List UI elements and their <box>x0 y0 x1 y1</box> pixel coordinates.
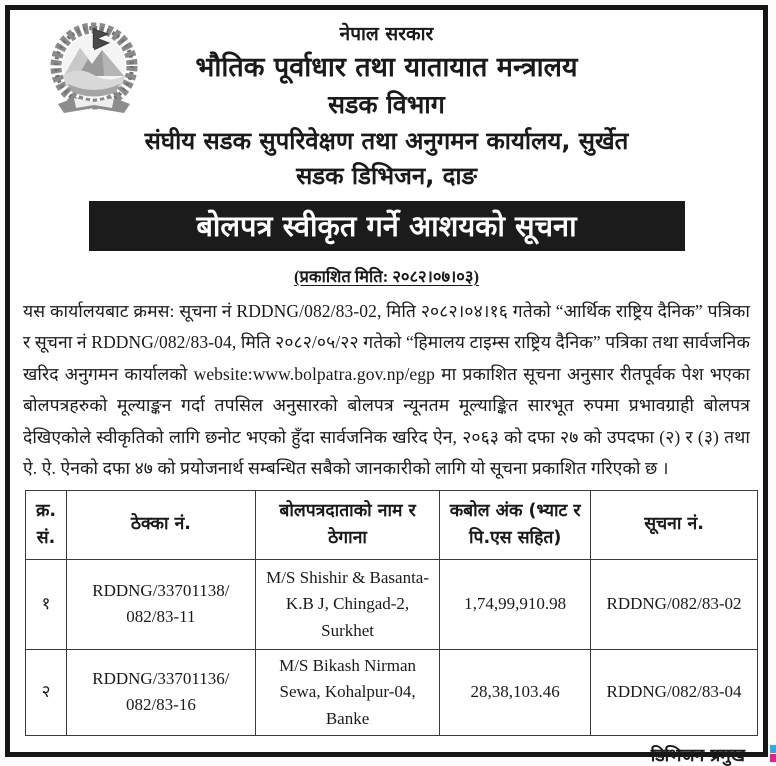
scan-artifact-cyan <box>770 745 776 753</box>
notice-title: बोलपत्र स्वीकृत गर्ने आशयको सूचना <box>196 209 577 244</box>
office-name: संघीय सडक सुपरिवेक्षण तथा अनुगमन कार्यालय, सुर्खेत <box>144 127 629 156</box>
col-header-bidder: बोलपत्रदाताको नाम र ठेगाना <box>255 490 439 559</box>
table-row <box>26 649 758 735</box>
cell-bidder: M/S Bikash Nirman Sewa, Kohalpur-04, Banke <box>255 649 439 735</box>
col-header-contract-no: ठेक्का नं. <box>66 490 255 559</box>
cell-bidder: M/S Shishir & Basanta- K.B J, Chingad-2, Surkhet <box>255 559 439 649</box>
tender-table <box>25 490 758 736</box>
cell-amount: 1,74,99,910.98 <box>440 559 591 649</box>
ministry-name: भौतिक पूर्वाधार तथा यातायात मन्त्रालय <box>195 51 578 83</box>
col-header-serial: क्र. सं. <box>26 490 67 559</box>
cell-notice-no: RDDNG/082/83-04 <box>591 649 758 735</box>
published-date-line <box>10 264 763 287</box>
published-date: (प्रकाशित मिति: २०८२।०७।०३) <box>294 266 479 286</box>
document-border <box>5 5 768 766</box>
notice-title-banner <box>89 201 685 251</box>
nepal-emblem-icon <box>44 18 144 126</box>
signature-title: डिभिजन प्रमुख <box>650 745 745 766</box>
table-header-row <box>26 490 758 559</box>
notice-body: यस कार्यालयबाट क्रमस: सूचना नं RDDNG/082/83-02, मिति २०८२।०४।१६ गतेको “आर्थिक राष्ट्रिय दैनिक” पत्रिका र सूचना नं RDDNG/082/83-04, मिति २०८२/०५/२२ गतेको “हिमालय टाइम्स राष्ट्रिय दैनिक” पत्रिका तथा सार्वजनिक खरिद अनुगमन कार्यालको website:www.bolpatra.gov.np/egp मा प्रकाशित सूचना अनुसार रीतपूर्वक पेश भएका बोलपत्रहरुको मूल्याङ्कन गर्दा तपसिल अनुसारको बोलपत्र न्यूनतम मूल्याङ्कित सारभूत रुपमा प्रभावग्राही बोलपत्र देखिएकोले स्वीकृतिको लागि छनोट भएको हुँदा सार्वजनिक खरिद ऐन, २०६३ को दफा २७ को उपदफा (२) र (३) तथा ऐ. ऐ. ऐनको दफा ४७ को प्रयोजनार्थ सम्बन्धित सबैको जानकारीको लागि यो सूचना प्रकाशित गरिएको छ । <box>23 300 750 479</box>
cell-contract-no: RDDNG/33701136/ 082/83-16 <box>66 649 255 735</box>
cell-amount: 28,38,103.46 <box>440 649 591 735</box>
scan-artifact-magenta <box>770 754 776 762</box>
department-name: सडक विभाग <box>328 89 445 119</box>
table-row <box>26 559 758 649</box>
col-header-amount: कबोल अंक (भ्याट र पि.एस सहित) <box>440 490 591 559</box>
cell-serial: १ <box>26 559 67 649</box>
scan-artifact <box>770 745 776 762</box>
government-name: नेपाल सरकार <box>339 23 434 45</box>
cell-notice-no: RDDNG/082/83-02 <box>591 559 758 649</box>
division-name: सडक डिभिजन, दाङ <box>296 162 477 191</box>
col-header-notice-no: सूचना नं. <box>591 490 758 559</box>
cell-contract-no: RDDNG/33701138/ 082/83-11 <box>66 559 255 649</box>
cell-serial: २ <box>26 649 67 735</box>
